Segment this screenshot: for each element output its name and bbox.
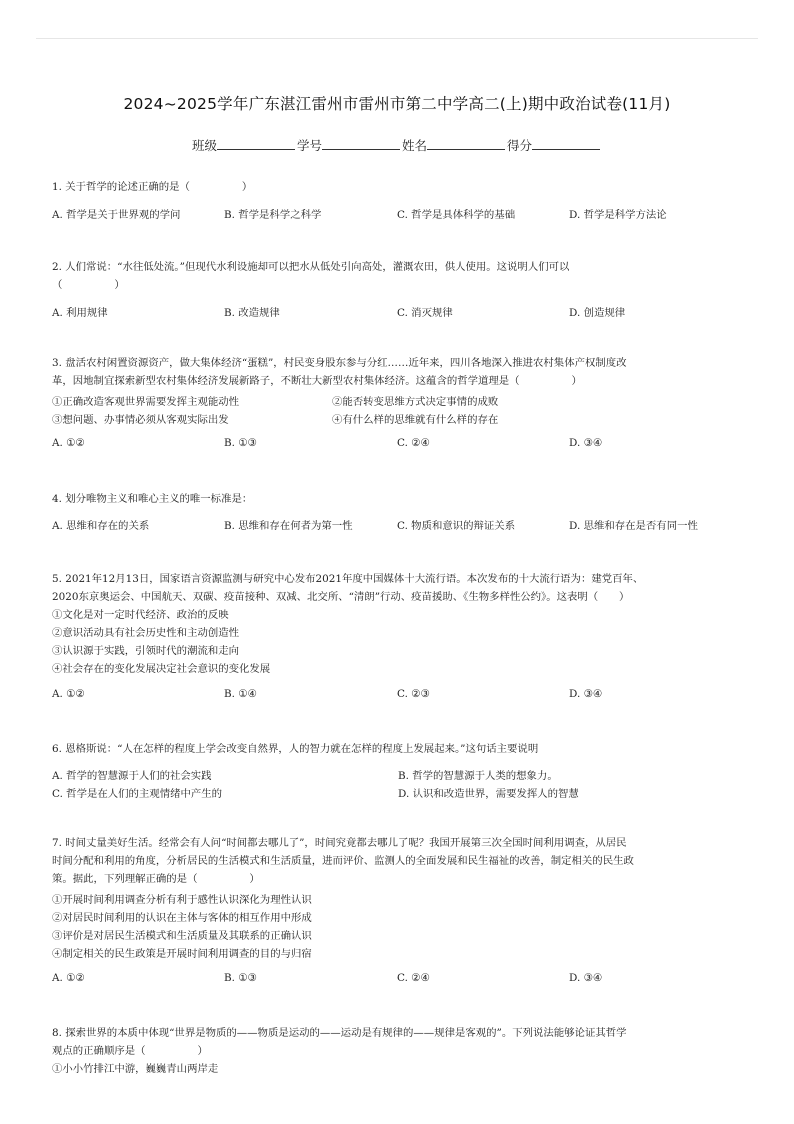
question-stem: [52, 570, 742, 606]
question-stem-line: 观点的正确顺序是（ ）: [52, 1045, 208, 1057]
answer-choice-a[interactable]: A. 哲学是关于世界观的学问: [52, 209, 181, 221]
question-stem-line: 策。据此，下列理解正确的是（ ）: [52, 873, 260, 885]
answer-choice-a[interactable]: A. 思维和存在的关系: [52, 520, 150, 532]
question-stem-line: 7. 时间丈量美好生活。经常会有人问“时间都去哪儿了”，时间究竟都去哪儿了呢？我国开展第三次全国时间利用调查，从居民: [52, 837, 627, 849]
answer-choice-d[interactable]: D. 认识和改造世界，需要发挥人的智慧: [398, 788, 579, 800]
statement-item: ②对居民时间利用的认识在主体与客体的相互作用中形成: [52, 912, 312, 924]
answer-choices: [52, 972, 742, 988]
statement-list: [52, 606, 742, 678]
statement-list: [52, 393, 742, 429]
answer-choice-b[interactable]: B. 哲学的智慧源于人类的想象力。: [398, 770, 558, 782]
statement-item: ②意识活动具有社会历史性和主动创造性: [52, 627, 240, 639]
statement-list: [52, 1060, 742, 1078]
question-stem-line: 8. 探索世界的本质中体现“世界是物质的——物质是运动的——运动是有规律的——规律是客观的”。下列说法能够论证其哲学: [52, 1027, 627, 1039]
name-label: 姓名: [402, 138, 428, 153]
answer-choices: [52, 206, 742, 222]
answer-choices: [52, 517, 742, 533]
statement-item: ④有什么样的思维就有什么样的存在: [332, 414, 499, 426]
answer-choice-c[interactable]: C. ②④: [397, 437, 430, 449]
answer-choices: [52, 437, 742, 453]
question-stem-line: 6. 恩格斯说：“人在怎样的程度上学会改变自然界，人的智力就在怎样的程度上发展起来。”这句话主要说明: [52, 743, 539, 755]
answer-choice-c[interactable]: C. ②④: [397, 972, 430, 984]
statement-item: ④社会存在的变化发展决定社会意识的变化发展: [52, 663, 271, 675]
answer-choice-a[interactable]: A. ①②: [52, 972, 85, 984]
statement-item: ②能否转变思维方式决定事情的成败: [332, 396, 499, 408]
answer-choice-c[interactable]: C. 哲学是在人们的主观情绪中产生的: [52, 788, 223, 800]
answer-choice-b[interactable]: B. ①④: [224, 688, 257, 700]
statement-item: ①小小竹排江中游，巍巍青山两岸走: [52, 1063, 219, 1075]
number-blank[interactable]: [322, 137, 400, 150]
number-label: 学号: [296, 138, 322, 153]
answer-choice-c[interactable]: C. 哲学是具体科学的基础: [397, 209, 516, 221]
question-stem-line: 5. 2021年12月13日，国家语言资源监测与研究中心发布2021年度中国媒体十大流行语。本次发布的十大流行语为：建党百年、: [52, 573, 644, 585]
question-stem: [52, 354, 742, 390]
name-blank[interactable]: [427, 137, 505, 150]
answer-choice-b[interactable]: B. 哲学是科学之科学: [224, 209, 322, 221]
answer-choices: [52, 688, 742, 704]
answer-choices: [52, 304, 742, 320]
answer-choice-a[interactable]: A. ①②: [52, 437, 85, 449]
question-stem: [52, 490, 742, 508]
answer-choice-c[interactable]: C. 消灭规律: [397, 307, 453, 319]
answer-choice-a[interactable]: A. 哲学的智慧源于人们的社会实践: [52, 770, 212, 782]
statement-item: ④制定相关的民生政策是开展时间利用调查的目的与归宿: [52, 948, 312, 960]
answer-choices-row: [52, 767, 742, 783]
class-label: 班级: [191, 138, 217, 153]
question-stem-line: 2020东京奥运会、中国航天、双碳、疫苗接种、双减、北交所、“清朗”行动、疫苗援助、《生物多样性公约》。这表明（ ）: [52, 591, 630, 603]
statement-list: [52, 891, 742, 963]
question-stem-line: 3. 盘活农村闲置资源资产，做大集体经济“蛋糕”，村民变身股东参与分红……近年来，四川各地深入推进农村集体产权制度改: [52, 357, 627, 369]
question-stem: [52, 740, 742, 758]
answer-choice-d[interactable]: D. 哲学是科学方法论: [569, 209, 667, 221]
score-label: 得分: [507, 138, 533, 153]
answer-choice-d[interactable]: D. 创造规律: [569, 307, 626, 319]
answer-choice-b[interactable]: B. ①③: [224, 972, 257, 984]
answer-choice-b[interactable]: B. 思维和存在何者为第一性: [224, 520, 353, 532]
question-stem: [52, 258, 742, 294]
answer-choice-a[interactable]: A. ①②: [52, 688, 85, 700]
question-stem-line: 1. 关于哲学的论述正确的是（ ）: [52, 181, 253, 193]
page-title: 2024~2025学年广东湛江雷州市雷州市第二中学高二(上)期中政治试卷(11月): [123, 95, 671, 113]
answer-choice-c[interactable]: C. ②③: [397, 688, 430, 700]
question-stem: [52, 834, 742, 888]
class-blank[interactable]: [217, 137, 295, 150]
question-stem-line: （ ）: [52, 279, 125, 291]
answer-choice-b[interactable]: B. ①③: [224, 437, 257, 449]
statement-item: ①开展时间利用调查分析有利于感性认识深化为理性认识: [52, 894, 312, 906]
student-info-line: [0, 136, 794, 154]
score-blank[interactable]: [532, 137, 600, 150]
question-stem: [52, 178, 742, 196]
answer-choice-d[interactable]: D. 思维和存在是否有同一性: [569, 520, 698, 532]
statement-item: ③想问题、办事情必须从客观实际出发: [52, 414, 229, 426]
question-stem-line: 时间分配和利用的角度，分析居民的生活模式和生活质量，进而评价、监测人的全面发展和民生福祉的改善，制定相关的民生政: [52, 855, 634, 867]
header-rule: [36, 38, 758, 39]
answer-choice-c[interactable]: C. 物质和意识的辩证关系: [397, 520, 516, 532]
question-stem-line: 4. 划分唯物主义和唯心主义的唯一标准是：: [52, 493, 253, 505]
answer-choice-d[interactable]: D. ③④: [569, 688, 603, 700]
statement-item: ③评价是对居民生活模式和生活质量及其联系的正确认识: [52, 930, 312, 942]
answer-choice-b[interactable]: B. 改造规律: [224, 307, 280, 319]
answer-choice-d[interactable]: D. ③④: [569, 972, 603, 984]
question-stem-line: 2. 人们常说：“水往低处流。”但现代水利设施却可以把水从低处引向高处，灌溉农田，供人使用。这说明人们可以: [52, 261, 570, 273]
statement-item: ①正确改造客观世界需要发挥主观能动性: [52, 396, 240, 408]
answer-choices-row: [52, 785, 742, 801]
answer-choice-d[interactable]: D. ③④: [569, 437, 603, 449]
question-stem-line: 革，因地制宜探索新型农村集体经济发展新路子，不断壮大新型农村集体经济。这蕴含的哲学道理是（ ）: [52, 375, 582, 387]
question-stem: [52, 1024, 742, 1060]
statement-item: ③认识源于实践，引领时代的潮流和走向: [52, 645, 240, 657]
answer-choice-a[interactable]: A. 利用规律: [52, 307, 108, 319]
statement-item: ①文化是对一定时代经济、政治的反映: [52, 609, 229, 621]
